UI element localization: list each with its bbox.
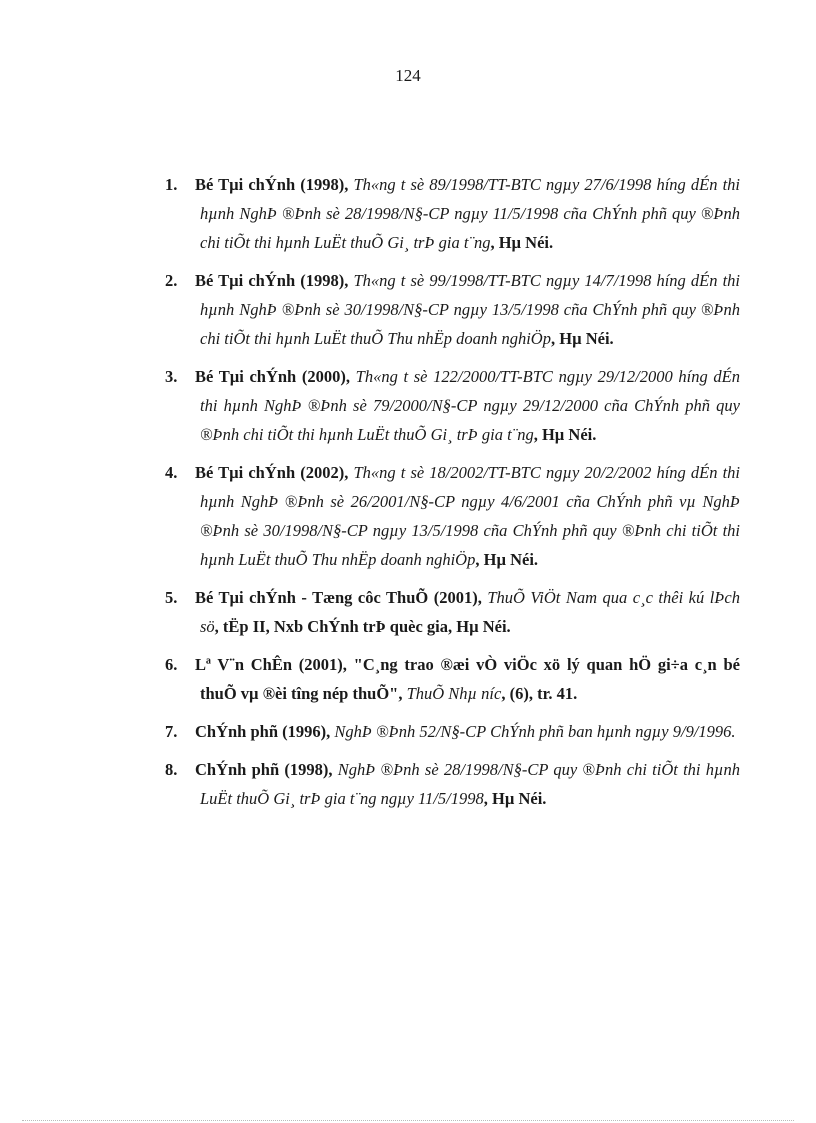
reference-text: ChÝnh phñ (1996), xyxy=(195,722,335,741)
reference-text: Bé Tµi chÝnh - Tæng côc ThuÕ (2001), xyxy=(195,588,488,607)
reference-text: , tËp II, Nxb ChÝnh trÞ quèc gia, Hµ Néi. xyxy=(214,617,511,636)
reference-list xyxy=(136,170,740,822)
reference-number: 3. xyxy=(165,367,178,386)
reference-text: , Hµ Néi. xyxy=(490,233,554,252)
reference-text: Bé Tµi chÝnh (2000), xyxy=(195,367,356,386)
reference-text: , Hµ Néi. xyxy=(483,789,547,808)
reference-title: NghÞ ®Þnh sè 28/1998/N§-CP quy ®Þnh chi tiÕt thi hµnh LuËt thuÕ Gi¸ trÞ gia t¨ng ngµy 11/5/1998 xyxy=(200,760,740,808)
reference-text: Bé Tµi chÝnh (1998), xyxy=(195,271,354,290)
reference-item xyxy=(136,362,740,449)
reference-item xyxy=(136,266,740,353)
reference-item xyxy=(136,650,740,708)
reference-number: 6. xyxy=(165,655,178,674)
reference-title: NghÞ ®Þnh 52/N§-CP ChÝnh phñ ban hµnh ngµy 9/9/1996. xyxy=(334,722,736,741)
reference-title: Th«ng t sè 99/1998/TT-BTC ngµy 14/7/1998 híng dÉn thi hµnh NghÞ ®Þnh sè 30/1998/N§-CP ngµy 13/5/1998 cña ChÝnh phñ quy ®Þnh chi tiÕt thi hµnh LuËt thuÕ Thu nhËp doanh nghiÖp xyxy=(200,271,741,348)
reference-number: 7. xyxy=(165,722,178,741)
reference-text: , (6), tr. 41. xyxy=(501,684,578,703)
reference-number: 1. xyxy=(165,175,178,194)
footer-rule xyxy=(22,1120,794,1121)
reference-number: 5. xyxy=(165,588,178,607)
reference-title: ThuÕ Nhµ níc xyxy=(406,684,502,703)
reference-title: Th«ng t sè 89/1998/TT-BTC ngµy 27/6/1998 híng dÉn thi hµnh NghÞ ®Þnh sè 28/1998/N§-CP ngµy 11/5/1998 cña ChÝnh phñ quy ®Þnh chi tiÕt thi hµnh LuËt thuÕ Gi¸ trÞ gia t¨ng xyxy=(200,175,741,252)
reference-text: ChÝnh phñ (1998), xyxy=(195,760,338,779)
reference-text: Bé Tµi chÝnh (2002), xyxy=(195,463,354,482)
reference-title: Th«ng t sè 18/2002/TT-BTC ngµy 20/2/2002 híng dÉn thi hµnh NghÞ ®Þnh sè 26/2001/N§-CP ngµy 4/6/2001 cña ChÝnh phñ vµ NghÞ ®Þnh sè 30/1998/N§-CP ngµy 13/5/1998 cña ChÝnh phñ quy ®Þnh chi tiÕt thi hµnh LuËt thuÕ Thu nhËp doanh nghiÖp xyxy=(200,463,741,569)
reference-item xyxy=(136,458,740,574)
reference-item xyxy=(136,170,740,257)
page-number: 124 xyxy=(395,66,421,85)
reference-number: 8. xyxy=(165,760,178,779)
reference-title: Th«ng t sè 122/2000/TT-BTC ngµy 29/12/2000 híng dÉn thi hµnh NghÞ ®Þnh sè 79/2000/N§-CP ngµy 29/12/2000 cña ChÝnh phñ quy ®Þnh chi tiÕt thi hµnh LuËt thuÕ Gi¸ trÞ gia t¨ng xyxy=(200,367,740,444)
reference-title: ThuÕ ViÖt Nam qua c¸c thêi kú lÞch sö xyxy=(200,588,740,636)
reference-text: , Hµ Néi. xyxy=(550,329,614,348)
reference-text: Lª V¨n ChÊn (2001), "C¸ng trao ®æi vÒ viÖc xö lý quan hÖ gi÷a c¸n bé thuÕ vµ ®èi tîng nép thuÕ", xyxy=(195,655,740,703)
reference-text: Bé Tµi chÝnh (1998), xyxy=(195,175,354,194)
reference-number: 2. xyxy=(165,271,178,290)
reference-item xyxy=(136,755,740,813)
reference-text: , Hµ Néi. xyxy=(533,425,597,444)
reference-number: 4. xyxy=(165,463,178,482)
reference-item xyxy=(136,717,740,746)
reference-text: , Hµ Néi. xyxy=(475,550,539,569)
reference-item xyxy=(136,583,740,641)
